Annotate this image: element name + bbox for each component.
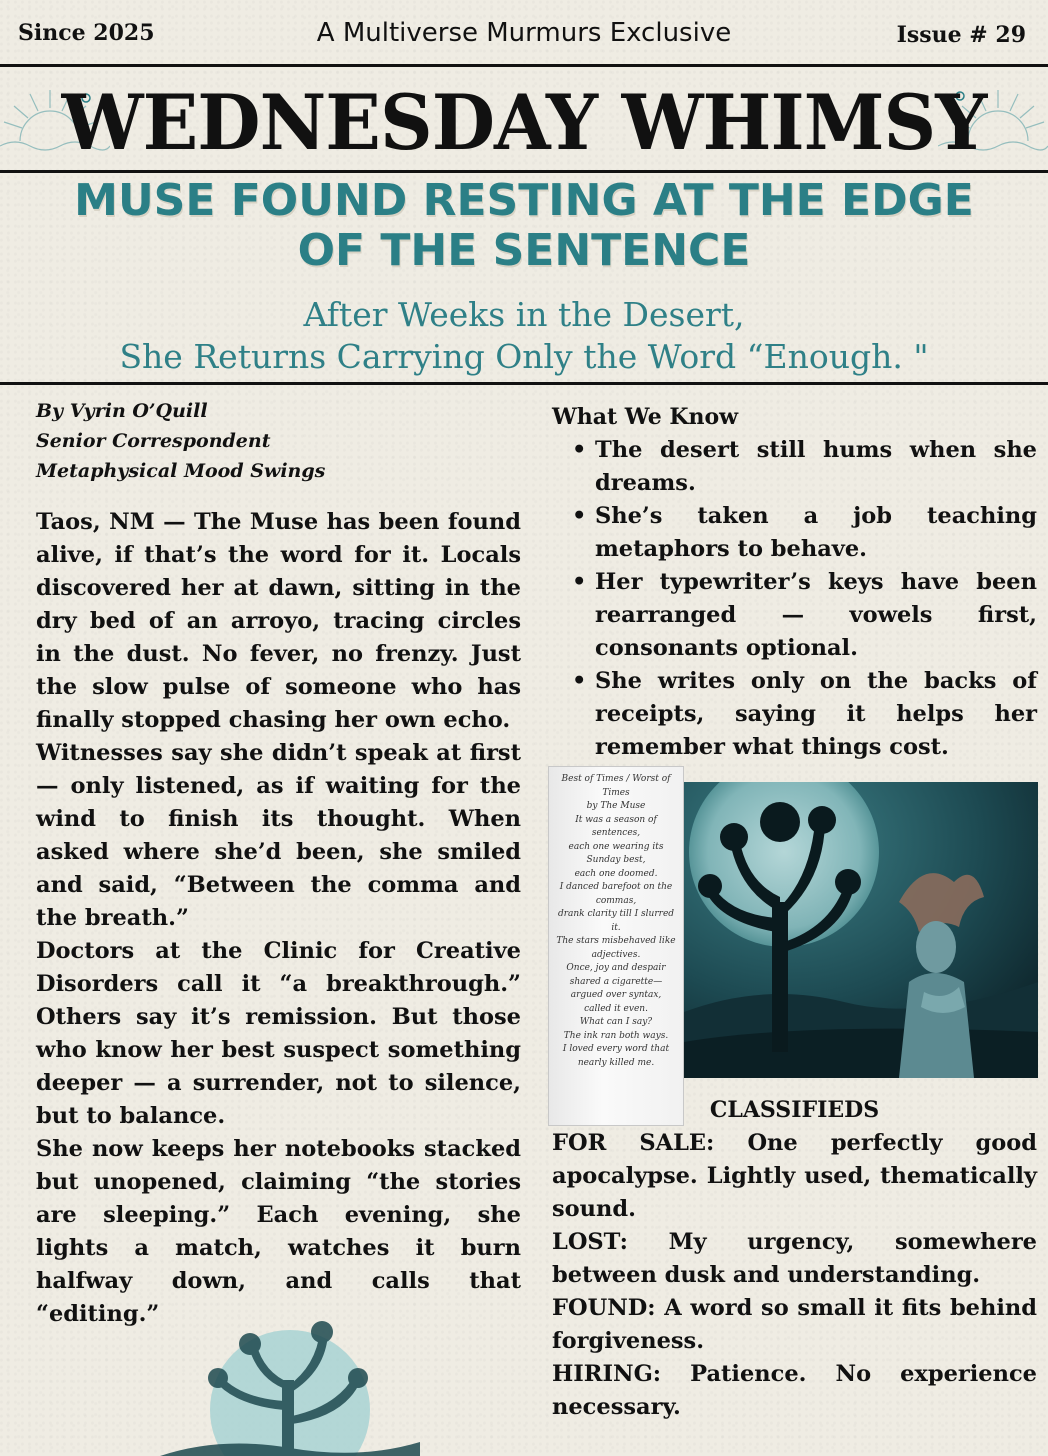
- subhead-line-2: She Returns Carrying Only the Word “Enough. ": [119, 337, 929, 376]
- top-rule: [0, 64, 1048, 67]
- byline-author: By Vyrin O’Quill: [36, 400, 208, 422]
- classified-item: HIRING: Patience. No experience necessary.: [552, 1361, 1037, 1420]
- poem-line: The ink ran both ways.: [563, 1030, 669, 1041]
- article-column: [36, 396, 521, 1331]
- classified-item: FOUND: A word so small it fits behind forgiveness.: [552, 1295, 1037, 1354]
- poem-line: The stars misbehaved like adjectives.: [556, 936, 676, 960]
- classified-item: FOR SALE: One perfectly good apocalypse. Lightly used, thematically sound.: [552, 1130, 1037, 1222]
- subhead-line-1: After Weeks in the Desert,: [303, 295, 745, 334]
- poem-line: Best of Times / Worst of Times: [561, 774, 671, 798]
- byline-desk: Metaphysical Mood Swings: [36, 460, 326, 482]
- desert-muse-illustration: [684, 782, 1038, 1078]
- poem-card: [548, 766, 684, 1126]
- top-bar: [0, 0, 1048, 66]
- poem-line: I loved every word that nearly killed me.: [562, 1044, 670, 1068]
- article-paragraph-1: Taos, NM — The Muse has been found alive, if that’s the word for it. Locals discovered her at dawn, sitting in the dry bed of an arroyo, tracing circles in the dust. No fever, no frenzy. Just the slow pulse of someone who has finally stopped chasing her own echo.: [36, 509, 521, 733]
- what-we-know-title: What We Know: [552, 404, 739, 430]
- classifieds-title: CLASSIFIEDS: [709, 1097, 880, 1123]
- poem-line: called it even.: [584, 1003, 648, 1014]
- classifieds-list: [552, 1127, 1037, 1424]
- main-headline: [0, 176, 1048, 276]
- list-item: • Her typewriter’s keys have been rearranged — vowels first, consonants optional.: [552, 566, 1037, 665]
- poem-line: Once, joy and despair shared a cigarette—: [566, 963, 666, 987]
- article-paragraph-3: Doctors at the Clinic for Creative Disorders call it “a breakthrough.” Others say it’s remission. But those who know her best suspect something deeper — a surrender, not to silence, but to balance.: [36, 938, 521, 1129]
- what-we-know-section: [552, 402, 1037, 764]
- headline-line-2: OF THE SENTENCE: [297, 225, 751, 276]
- section-rule: [0, 382, 1048, 385]
- poem-line: each one doomed.: [574, 868, 658, 879]
- what-we-know-list: [552, 434, 1037, 764]
- article-paragraph-2: Witnesses say she didn’t speak at first — only listened, as if waiting for the wind to finish its thought. When asked where she’d been, she smiled and said, “Between the comma and the breath.”: [36, 740, 521, 931]
- article-body: [36, 506, 521, 1331]
- exclusive-label: A Multiverse Murmurs Exclusive: [316, 18, 732, 48]
- poem-line: I danced barefoot on the commas,: [559, 882, 673, 906]
- issue-number: Issue # 29: [896, 22, 1026, 48]
- poem-line: It was a season of sentences,: [575, 814, 657, 838]
- since-label: Since 2025: [18, 20, 155, 46]
- poem-line: drank clarity till I slurred it.: [557, 909, 675, 933]
- byline: [36, 396, 521, 486]
- poem-line: argued over syntax,: [570, 990, 662, 1000]
- masthead-rule: [0, 170, 1048, 173]
- article-paragraph-4: She now keeps her notebooks stacked but unopened, claiming “the stories are sleeping.” Each evening, she lights a match, watches it burn halfway down, and calls that “editing.”: [36, 1136, 521, 1327]
- classified-item: LOST: My urgency, somewhere between dusk and understanding.: [552, 1229, 1037, 1288]
- poem-line: each one wearing its Sunday best,: [568, 841, 664, 865]
- joshua-tree-moon-ornament-icon: [160, 1320, 420, 1456]
- list-item: • The desert still hums when she dreams.: [552, 434, 1037, 500]
- list-item: • She writes only on the backs of receipts, saying it helps her remember what things cost.: [552, 665, 1037, 764]
- sub-headline: [0, 294, 1048, 378]
- poem-line: What can I say?: [579, 1017, 653, 1027]
- headline-line-1: MUSE FOUND RESTING AT THE EDGE: [74, 175, 974, 226]
- byline-role: Senior Correspondent: [36, 430, 271, 452]
- poem-line: by The Muse: [586, 801, 646, 811]
- list-item: • She’s taken a job teaching metaphors to behave.: [552, 500, 1037, 566]
- masthead-title: WEDNESDAY WHIMSY: [61, 78, 987, 167]
